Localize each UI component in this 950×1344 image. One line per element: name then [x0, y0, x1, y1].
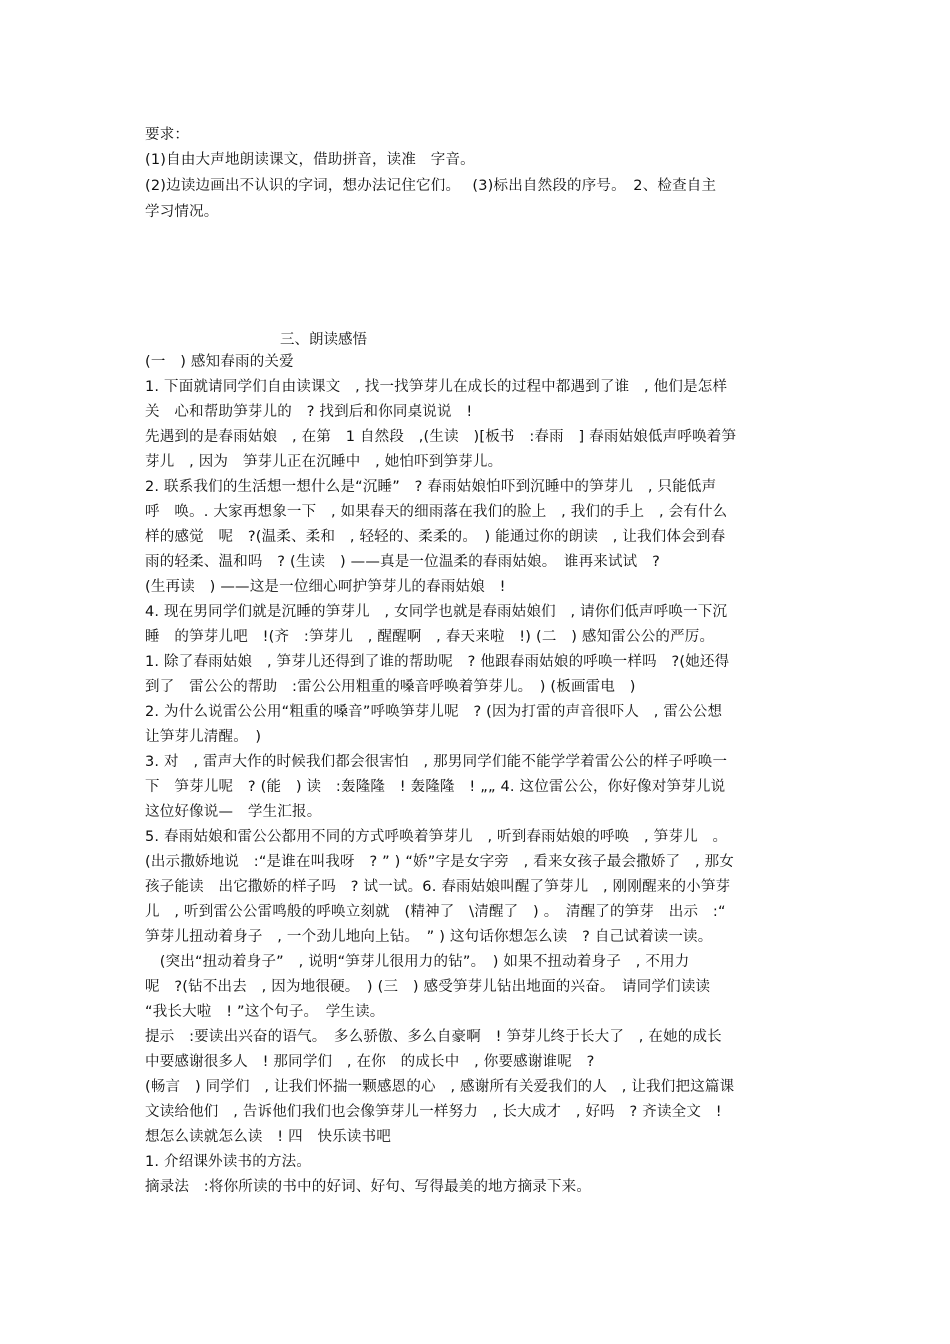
body-line: (畅言 ) 同学们 , 让我们怀揣一颗感恩的心 , 感谢所有关爱我们的人 , 让我们把这篇课	[145, 1079, 735, 1095]
body-line: 文读给他们 , 告诉他们我们也会像笋芽儿一样努力 , 长大成才 , 好吗 ? 齐读全文 !	[145, 1104, 722, 1120]
body-line: 儿 , 听到雷公公雷鸣般的呼唤立刻就 (精神了 \清醒了 ) 。 清醒了的笋芽 出示 :“	[145, 904, 726, 920]
body-line: 3. 对 , 雷声大作的时候我们都会很害怕 , 那男同学们能不能学学着雷公公的样子呼唤一	[145, 754, 728, 770]
body-line: 关 心和帮助笋芽儿的 ? 找到后和你同桌说说 !	[145, 404, 473, 420]
body-line: (突出“扭动着身子” , 说明“笋芽儿很用力的钻”。 ) 如果不扭动着身子 , 不用力	[145, 954, 690, 970]
intro-line: (2)边读边画出不认识的字词，想办法记住它们。 (3)标出自然段的序号。 2、检查自主	[145, 178, 717, 194]
body-line: 呼 唤。. 大家再想象一下 , 如果春天的细雨落在我们的脸上 , 我们的手上 , 会有什么	[145, 504, 728, 520]
body-line: 呢 ?(钻不出去 , 因为地很硬。 ) (三 ) 感受笋芽儿钻出地面的兴奋。 请同学们读读	[145, 979, 711, 995]
body-line: 笋芽儿扭动着身子 , 一个劲儿地向上钻。 ” ) 这句话你想怎么读 ? 自己试着读一读。	[145, 929, 713, 945]
body-line: 下 笋芽儿呢 ? (能 ) 读 :轰隆隆 ! 轰隆隆 ! „„ 4. 这位雷公公，你好像对笋芽儿说	[145, 779, 726, 795]
body-line: (一 ) 感知春雨的关爱	[145, 354, 294, 370]
body-line: 1. 除了春雨姑娘 , 笋芽儿还得到了谁的帮助呢 ? 他跟春雨姑娘的呼唤一样吗 ?(她还得	[145, 654, 730, 670]
body-line: (生再读 ) ——这是一位细心呵护笋芽儿的春雨姑娘 !	[145, 579, 506, 595]
body-line: 中要感谢很多人 ! 那同学们 , 在你 的成长中 , 你要感谢谁呢 ?	[145, 1054, 595, 1070]
section-heading: 三、朗读感悟	[280, 332, 367, 348]
body-line: (出示撒娇地说 :“是谁在叫我呀 ? ” ) “娇”字是女字旁 , 看来女孩子最会撒娇了 , 那女	[145, 854, 735, 870]
body-line: 这位好像说— 学生汇报。	[145, 804, 322, 820]
intro-line: (1)自由大声地朗读课文，借助拼音，读准 字音。	[145, 152, 475, 168]
body-line: 芽儿 , 因为 笋芽儿正在沉睡中 , 她怕吓到笋芽儿。	[145, 454, 503, 470]
body-line: 到了 雷公公的帮助 :雷公公用粗重的嗓音呼唤着笋芽儿。 ) (板画雷电 )	[145, 679, 636, 695]
body-line: 摘录法 :将你所读的书中的好词、好句、写得最美的地方摘录下来。	[145, 1179, 592, 1195]
body-line: 让笋芽儿清醒。 )	[145, 729, 262, 745]
intro-line: 学习情况。	[145, 204, 219, 220]
body-line: 4. 现在男同学们就是沉睡的笋芽儿 , 女同学也就是春雨姑娘们 , 请你们低声呼唤一下沉	[145, 604, 728, 620]
body-line: 睡 的笋芽儿吧 !(齐 :笋芽儿 , 醒醒啊 , 春天来啦 !) (二 ) 感知雷公公的严厉。	[145, 629, 715, 645]
body-line: 5. 春雨姑娘和雷公公都用不同的方式呼唤着笋芽儿 , 听到春雨姑娘的呼唤 , 笋芽儿 。	[145, 829, 728, 845]
body-line: 1. 介绍课外读书的方法。	[145, 1154, 312, 1170]
body-line: 1. 下面就请同学们自由读课文 , 找一找笋芽儿在成长的过程中都遇到了谁 , 他们是怎样	[145, 379, 728, 395]
body-line: 2. 为什么说雷公公用“粗重的嗓音”呼唤笋芽儿呢 ? (因为打雷的声音很吓人 , 雷公公想	[145, 704, 723, 720]
intro-line: 要求：	[145, 127, 190, 143]
body-line: 雨的轻柔、温和吗 ? (生读 ) ——真是一位温柔的春雨姑娘。 谁再来试试 ?	[145, 554, 660, 570]
body-line: 想怎么读就怎么读 ! 四 快乐读书吧	[145, 1129, 392, 1145]
body-line: 孩子能读 出它撒娇的样子吗 ? 试一试。6. 春雨姑娘叫醒了笋芽儿 , 刚刚醒来的小笋芽	[145, 879, 731, 895]
body-line: 样的感觉 呢 ?(温柔、柔和 , 轻轻的、柔柔的。 ) 能通过你的朗读 , 让我们体会到春	[145, 529, 726, 545]
body-line: 提示 :要读出兴奋的语气。 多么骄傲、多么自豪啊 ! 笋芽儿终于长大了 , 在她的成长	[145, 1029, 722, 1045]
body-line: 2. 联系我们的生活想一想什么是“沉睡” ? 春雨姑娘怕吓到沉睡中的笋芽儿 , 只能低声	[145, 479, 717, 495]
body-line: “我长大啦 ! ”这个句子。 学生读。	[145, 1004, 385, 1020]
body-line: 先遇到的是春雨姑娘 , 在第 1 自然段 ,(生读 )[板书 :春雨 ] 春雨姑娘低声呼唤着笋	[145, 429, 737, 445]
